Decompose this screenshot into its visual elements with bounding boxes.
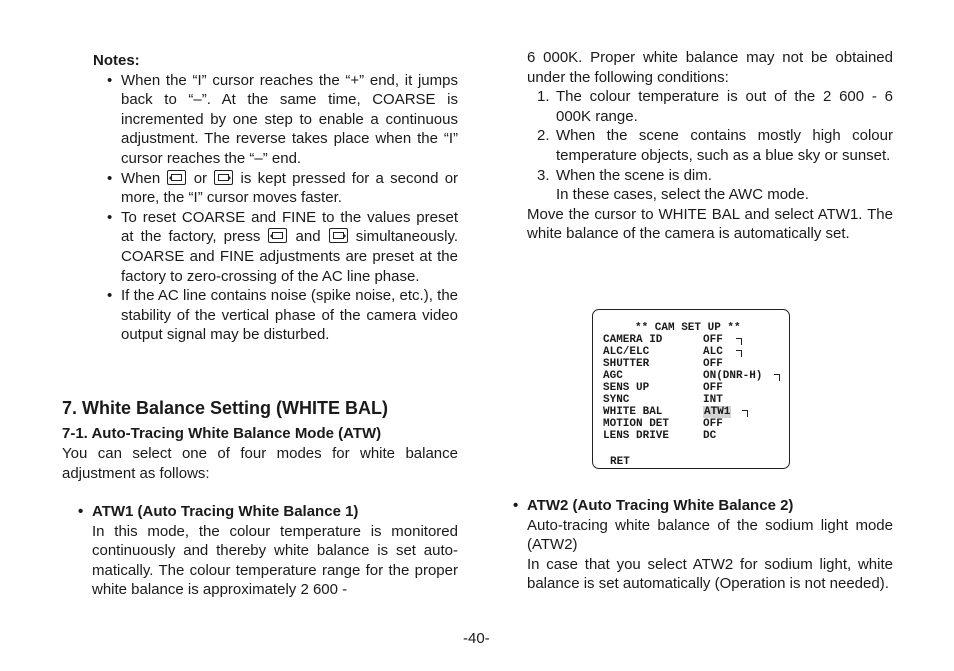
condition-item <box>527 87 893 126</box>
menu-value: INT <box>703 394 723 406</box>
menu-label: CAMERA ID <box>603 334 663 346</box>
section-intro: You can select one of four modes for white balance adjustment as follows: <box>62 445 458 482</box>
notes-block <box>62 51 458 345</box>
page-number: -40- <box>463 630 490 647</box>
submenu-icon <box>742 410 748 417</box>
menu-label: LENS DRIVE <box>603 430 670 442</box>
menu-label: SHUTTER <box>603 358 650 370</box>
note-text: simultaneously. COARSE and FINE adjustments are preset at the factory to zero-crossing of the AC line phase. <box>121 228 459 285</box>
menu-ret: RET <box>610 456 630 468</box>
atw1-body: In this mode, the colour temperature is monitored continuously and thereby white balance is set automatically. The colour temperature range for the proper white balance is approximately 2 600 - <box>92 522 458 599</box>
left-button-icon <box>167 170 186 185</box>
atw2-block <box>513 496 893 594</box>
atw1-title <box>78 502 458 522</box>
submenu-icon <box>774 374 780 381</box>
note-text: or <box>193 169 208 187</box>
atw1-block <box>78 502 458 600</box>
note-item <box>62 208 458 286</box>
submenu-icon <box>736 338 742 345</box>
cam-setup-menu <box>592 309 790 469</box>
note-text: is kept pressed for a second or more, the “I” cursor moves faster. <box>121 169 459 207</box>
section-subtitle: 7-1. Auto-Tracing White Balance Mode (ATW) <box>62 425 382 442</box>
menu-title: ** CAM SET UP ** <box>635 322 741 334</box>
note-text: If the AC line contains noise (spike noise, etc.), the stability of the vertical phase of the camera video output signal may be disturbed. <box>121 287 458 344</box>
menu-value-selected: ATW1 <box>704 406 731 418</box>
item-number: 3. <box>537 166 550 184</box>
section-title: 7. White Balance Setting (WHITE BAL) <box>62 398 389 418</box>
menu-label: ALC/ELC <box>603 346 650 358</box>
bullet: • <box>107 169 113 187</box>
atw2-title <box>513 496 893 516</box>
atw2-title-text: ATW2 (Auto Tracing White Balance 2) <box>527 497 794 514</box>
menu-value: ALC <box>703 346 723 358</box>
condition-item <box>527 126 893 165</box>
note-item <box>62 71 458 169</box>
left-button-icon <box>268 228 287 243</box>
item-text: When the scene contains mostly high colour temperature objects, such as a blue sky or sunset. <box>556 127 893 164</box>
notes-title: Notes: <box>93 52 140 69</box>
note-text: To reset COARSE and FINE to the values preset at the factory, press <box>121 208 458 246</box>
menu-label: MOTION DET <box>603 418 670 430</box>
menu-value: ON(DNR-H) <box>703 370 763 382</box>
note-text: When the “I” cursor reaches the “+” end, it jumps back to “–”. At the same time, COARSE is incremented by one step to enable a continuous adjustment. The reverse takes place when the “I” cursor reaches the “–” end. <box>121 71 458 167</box>
menu-label: AGC <box>603 370 623 382</box>
menu-label: SYNC <box>603 394 630 406</box>
item-number: 2. <box>537 127 550 145</box>
bullet: • <box>78 503 84 520</box>
note-text: and <box>295 228 321 246</box>
right-button-icon <box>329 228 348 243</box>
item-text: The colour temperature is out of the 2 600 - 6 000K range. <box>556 88 893 125</box>
bullet: • <box>513 497 519 514</box>
menu-value: OFF <box>703 382 723 394</box>
atw1-title-text: ATW1 (Auto Tracing White Balance 1) <box>92 503 359 520</box>
paragraph: In these cases, select the AWC mode. <box>556 186 809 204</box>
right-column <box>527 48 893 244</box>
menu-value: OFF <box>703 334 723 346</box>
bullet: • <box>107 287 113 305</box>
atw2-body: Auto-tracing white balance of the sodium light mode (ATW2) <box>527 516 893 554</box>
note-text: When <box>121 169 161 187</box>
paragraph: Move the cursor to WHITE BAL and select ATW1. The white balance of the camera is automatically set. <box>527 205 893 243</box>
menu-value: DC <box>703 430 717 442</box>
menu-label: WHITE BAL <box>603 406 663 418</box>
menu-value: OFF <box>703 418 723 430</box>
right-button-icon <box>214 170 233 185</box>
condition-item <box>527 166 893 186</box>
item-text: When the scene is dim. <box>556 166 712 184</box>
menu-label: SENS UP <box>603 382 650 394</box>
paragraph: 6 000K. Proper white balance may not be obtained under the following conditions: <box>527 49 893 86</box>
note-item <box>62 286 458 345</box>
menu-value: OFF <box>703 358 723 370</box>
item-number: 1. <box>537 88 550 106</box>
bullet: • <box>107 208 113 226</box>
bullet: • <box>107 71 113 89</box>
submenu-icon <box>736 350 742 357</box>
atw2-body: In case that you select ATW2 for sodium light, white balance is set automatically (Operation is not needed). <box>527 555 893 593</box>
note-item <box>62 169 458 208</box>
